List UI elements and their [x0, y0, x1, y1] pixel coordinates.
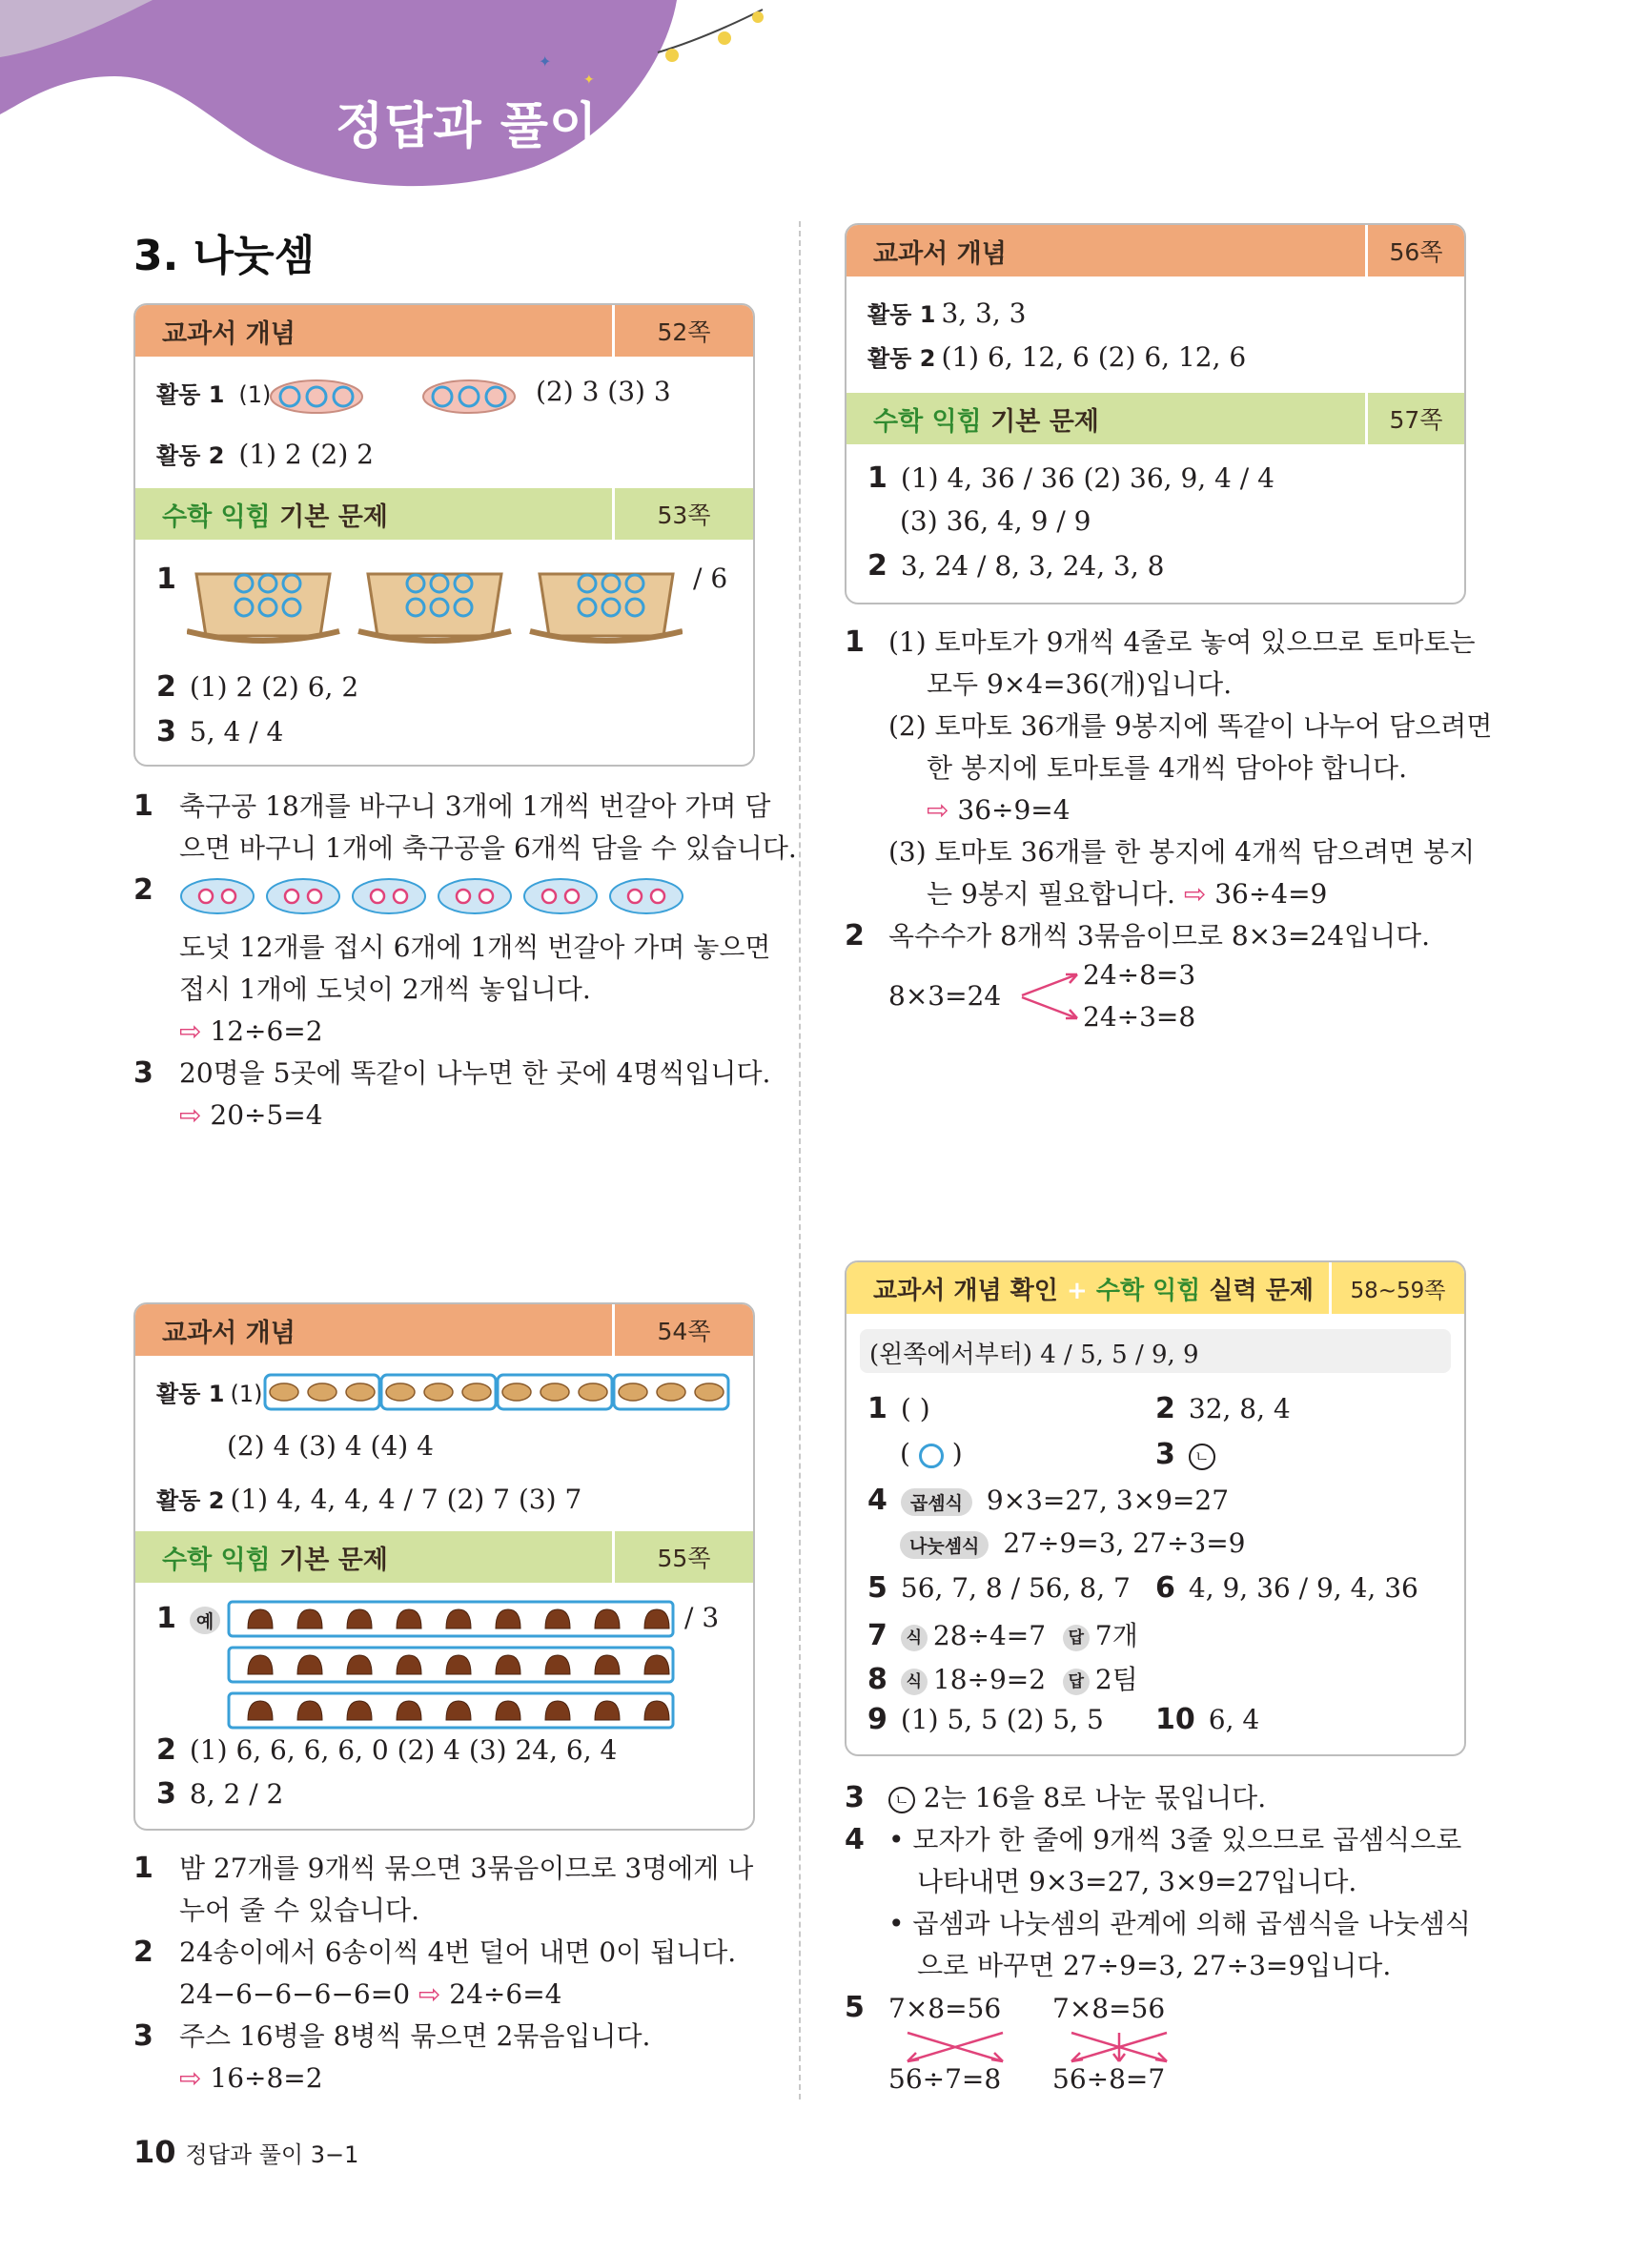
- page-ref: 58~59쪽: [1329, 1262, 1464, 1314]
- column-divider: [799, 221, 801, 2099]
- question-row: 2 (1) 6, 6, 6, 6, 0 (2) 4 (3) 24, 6, 4: [156, 1733, 618, 1767]
- question-row: 1 ( ): [867, 1392, 930, 1425]
- section-title: 교과서 개념: [873, 238, 1007, 269]
- exp-number: 3: [133, 2019, 153, 2053]
- exp-number: 1: [133, 789, 153, 823]
- exp-number: 2: [133, 873, 153, 907]
- exp-number: 3: [133, 1056, 153, 1090]
- svg-text:✦: ✦: [583, 72, 595, 88]
- question-row: 2 (1) 2 (2) 6, 2: [156, 670, 359, 704]
- activity-row: 활동 2 (1) 4, 4, 4, 4 / 7 (2) 7 (3) 7: [156, 1484, 582, 1515]
- question-row: 5 56, 7, 8 / 56, 8, 7: [867, 1571, 1131, 1605]
- section-bar: [135, 488, 753, 540]
- footer-text: 정답과 풀이 3−1: [185, 2141, 359, 2168]
- section-bar: [135, 305, 753, 357]
- question-row: 8 식 18÷9=2 답 2팀: [867, 1663, 1138, 1696]
- activity-label: 활동 1: [156, 381, 225, 408]
- page-ref: 56쪽: [1365, 225, 1464, 277]
- donut-plates: [179, 873, 713, 923]
- relation-left: 8×3=24: [888, 980, 1002, 1012]
- relation-right-1: 24÷8=3: [1083, 959, 1196, 991]
- relation-eq: 7×8=56: [888, 1993, 1002, 2024]
- exp-line: ⇨ 16÷8=2: [179, 2062, 323, 2094]
- activity-answer: (2) 4 (3) 4 (4) 4: [227, 1430, 434, 1462]
- question-row: 6 4, 9, 36 / 9, 4, 36: [1155, 1571, 1418, 1605]
- exp-line: ㄴ 2는 16을 8로 나눈 몫입니다.: [888, 1777, 1474, 1819]
- question-row: 7 식 28÷4=7 답 7개: [867, 1619, 1138, 1652]
- page-title: 정답과 풀이: [336, 98, 599, 155]
- svg-text:✦: ✦: [539, 52, 552, 71]
- page-ref: 52쪽: [612, 305, 753, 357]
- explanation-block: [845, 622, 1493, 957]
- exp-line: • 곱셈과 나눗셈의 관계에 의해 곱셈식을 나눗셈식: [888, 1908, 1471, 1939]
- exp-number: 1: [133, 1852, 153, 1885]
- explanation-block: [133, 786, 797, 1137]
- exp-number: 4: [845, 1823, 865, 1856]
- question-row: 1: [156, 563, 176, 596]
- exp-line: (3) 토마토 36개를 한 봉지에 4개씩 담으려면 봉지: [888, 836, 1476, 868]
- question-row: 3 5, 4 / 4: [156, 715, 284, 748]
- activity-row: [156, 376, 271, 409]
- exp-line: ⇨ 36÷9=4: [927, 794, 1071, 826]
- exp-line: 20명을 5곳에 똑같이 나누면 한 곳에 4명씩입니다.: [179, 1057, 771, 1089]
- question-row: 10 6, 4: [1155, 1703, 1260, 1736]
- exp-line: 옥수수가 8개씩 3묶음이므로 8×3=24입니다.: [888, 920, 1431, 952]
- question-row: 2 3, 24 / 8, 3, 24, 3, 8: [867, 549, 1165, 583]
- exp-line: ⇨ 20÷5=4: [179, 1099, 323, 1131]
- activity-row: 활동 1 (1): [156, 1381, 263, 1407]
- section-bar: [135, 1531, 753, 1583]
- section-title: 수학 익힘 기본 문제: [873, 406, 1099, 437]
- relation-right-2: 24÷3=8: [1083, 1001, 1196, 1033]
- division-tag: 나눗셈식: [900, 1531, 989, 1559]
- multiplication-tag: 곱셈식: [901, 1488, 972, 1516]
- answer-box-56-57: [845, 223, 1466, 604]
- group-illustration-a: [269, 378, 364, 416]
- relation-eq: 7×8=56: [1052, 1993, 1166, 2024]
- exp-line: (2) 토마토 36개를 9봉지에 똑같이 나누어 담으려면: [888, 710, 1493, 742]
- section-bar: [846, 225, 1464, 277]
- section-title: 교과서 개념: [162, 318, 296, 349]
- page-footer: [133, 2134, 358, 2170]
- exp-line: 밤 27개를 9개씩 묶으면 3묶음이므로 3명에게 나: [179, 1853, 754, 1884]
- question-row: 4 곱셈식 9×3=27, 3×9=27: [867, 1484, 1230, 1517]
- section-bar: [846, 393, 1464, 444]
- page-ref: 57쪽: [1365, 393, 1464, 444]
- exp-line: 으로 바꾸면 27÷9=3, 27÷3=9입니다.: [917, 1950, 1392, 1981]
- activity-label: 활동 2: [156, 442, 225, 469]
- question-row: 나눗셈식 27÷9=3, 27÷3=9: [900, 1527, 1246, 1559]
- question-row: 3 ㄴ: [1155, 1438, 1215, 1471]
- exp-line: 24송이에서 6송이씩 4번 덜어 내면 0이 됩니다.: [179, 1936, 737, 1968]
- section-title: 수학 익힘 기본 문제: [162, 502, 388, 532]
- relation-eq: 56÷8=7: [1052, 2063, 1166, 2095]
- example-tag: 예: [190, 1607, 220, 1634]
- exp-number: 5: [845, 1991, 865, 2024]
- activity-row: 활동 2 (1) 6, 12, 6 (2) 6, 12, 6: [867, 341, 1247, 373]
- exp-line: (1) 토마토가 9개씩 4줄로 놓여 있으므로 토마토는: [888, 626, 1476, 658]
- section-bar: [846, 1262, 1464, 1314]
- exp-number: 3: [845, 1781, 865, 1814]
- activity-answer: (1) 2 (2) 2: [238, 439, 374, 470]
- section-title: 수학 익힘 기본 문제: [162, 1545, 388, 1575]
- answer-strip-text: (왼쪽에서부터) 4 / 5, 5 / 9, 9: [869, 1341, 1199, 1369]
- part-label: (1): [238, 381, 272, 408]
- exp-line: 모두 9×4=36(개)입니다.: [927, 668, 1233, 700]
- relation-eq: 56÷7=8: [888, 2063, 1002, 2095]
- page-ref: 53쪽: [612, 488, 753, 540]
- exp-line: 나타내면 9×3=27, 3×9=27입니다.: [917, 1866, 1357, 1897]
- basket-illustrations: [187, 555, 683, 660]
- exp-number: 1: [845, 625, 865, 659]
- pancake-groups: [263, 1373, 730, 1413]
- question-row: (3) 36, 4, 9 / 9: [900, 505, 1091, 537]
- hangul-circle-mark: ㄴ: [1189, 1444, 1215, 1470]
- page-number: 10: [133, 2134, 176, 2170]
- question-row: 2 32, 8, 4: [1155, 1392, 1291, 1425]
- exp-number: 2: [845, 919, 865, 952]
- exp-line: 으면 바구니 1개에 축구공을 6개씩 담을 수 있습니다.: [179, 832, 797, 864]
- page-ref: 55쪽: [612, 1531, 753, 1583]
- exp-line: 한 봉지에 토마토를 4개씩 담아야 합니다.: [927, 752, 1407, 784]
- exp-line: 접시 1개에 도넛이 2개씩 놓입니다.: [179, 973, 591, 1005]
- exp-line: • 모자가 한 줄에 9개씩 3줄 있으므로 곱셈식으로: [888, 1824, 1462, 1855]
- section-title: 교과서 개념: [162, 1318, 296, 1348]
- exp-line: 24−6−6−6−6=0 ⇨ 24÷6=4: [179, 1978, 562, 2010]
- answer-box-58-59: [845, 1260, 1466, 1756]
- activity-row: [156, 437, 374, 470]
- relation-arrows: [1018, 963, 1085, 1030]
- chapter-title: 3. 나눗셈: [133, 232, 316, 280]
- page-ref: 54쪽: [612, 1304, 753, 1356]
- question-row: 1 (1) 4, 36 / 36 (2) 36, 9, 4 / 4: [867, 461, 1275, 495]
- question-answer: / 3: [684, 1602, 720, 1633]
- question-row: 1 예: [156, 1602, 226, 1635]
- activity-row: 활동 1 3, 3, 3: [867, 297, 1027, 329]
- circle-mark-icon: [919, 1444, 944, 1468]
- section-title: 교과서 개념 확인 + 수학 익힘 실력 문제: [873, 1276, 1314, 1305]
- question-row: 3 8, 2 / 2: [156, 1777, 284, 1811]
- question-row: ( ): [900, 1438, 963, 1469]
- exp-line: 는 9봉지 필요합니다. ⇨ 36÷4=9: [927, 878, 1328, 910]
- answer-box-54-55: [133, 1302, 755, 1831]
- section-bar: [135, 1304, 753, 1356]
- exp-number: 2: [133, 1936, 153, 1969]
- exp-line: ⇨ 12÷6=2: [179, 1015, 323, 1047]
- question-answer: / 6: [693, 563, 728, 594]
- group-illustration-b: [421, 378, 517, 416]
- exp-line: 누어 줄 수 있습니다.: [179, 1895, 419, 1926]
- exp-line: 도넛 12개를 접시 6개에 1개씩 번갈아 가며 놓으면: [179, 932, 771, 963]
- activity-answer: (2) 3 (3) 3: [536, 376, 671, 407]
- exp-line: 축구공 18개를 바구니 3개에 1개씩 번갈아 가며 담: [179, 790, 771, 822]
- crossing-arrows: [888, 2029, 1193, 2067]
- chestnut-groups: [227, 1600, 677, 1733]
- question-row: 9 (1) 5, 5 (2) 5, 5: [867, 1703, 1104, 1736]
- answer-box-52-53: [133, 303, 755, 767]
- exp-line: 주스 16병을 8병씩 묶으면 2묶음입니다.: [179, 2020, 651, 2052]
- explanation-block: [133, 1848, 763, 2099]
